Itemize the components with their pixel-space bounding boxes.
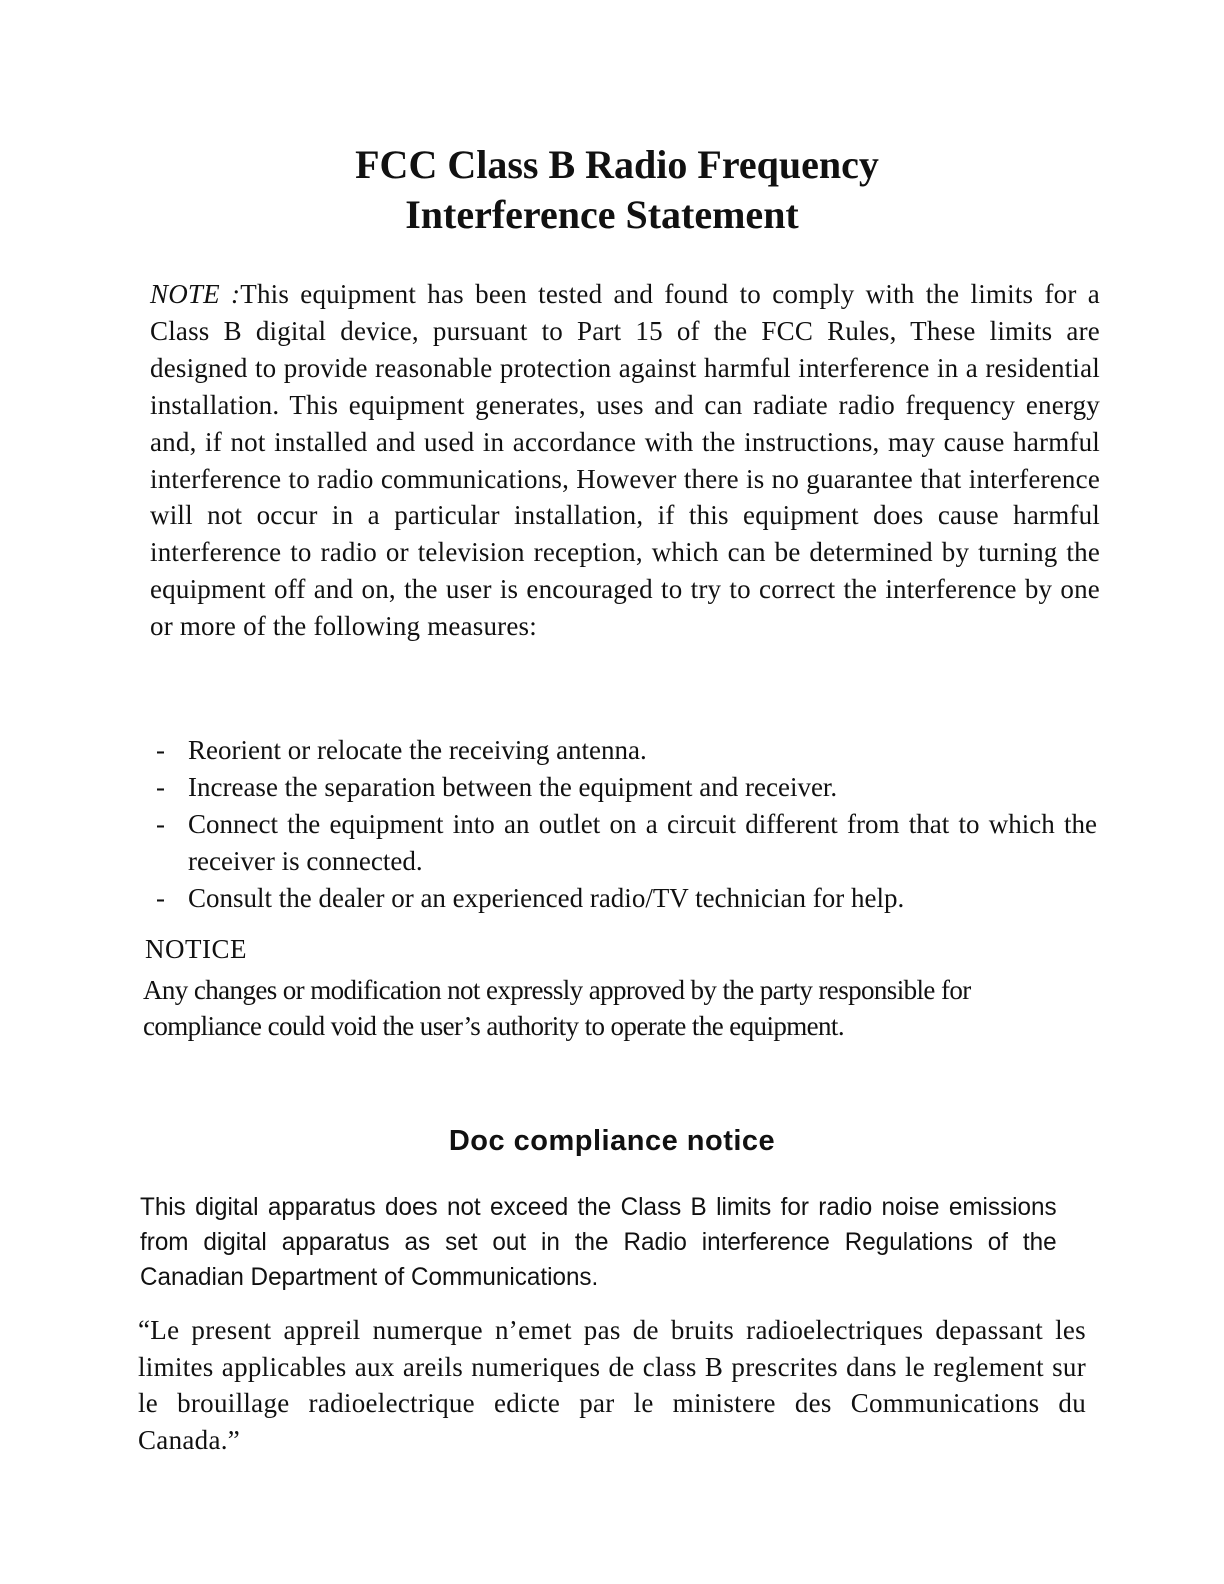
list-item <box>152 806 1097 880</box>
measure-text: Connect the equipment into an outlet on a circuit different from that to which the receiver is connected. <box>188 809 1097 876</box>
fcc-statement-text: This equipment has been tested and found to comply with the limits for a Class B digital device, pursuant to Part 15 of the FCC Rules, These limits are designed to provide reasonable protection against harmful interference in a residential installation. This equipment generates, uses and can radiate radio frequency energy and, if not installed and used in accordance with the instructions, may cause harmful interference to radio communications, However there is no guarantee that interference will not occur in a particular installation, if this equipment does cause harmful interference to radio or television reception, which can be determined by turning the equipment off and on, the user is encouraged to try to correct the interference by one or more of the following measures: <box>150 279 1100 642</box>
notice-heading: NOTICE <box>145 934 247 964</box>
measures-list <box>152 732 1097 917</box>
fcc-statement-paragraph <box>150 276 1100 645</box>
measure-text: Increase the separation between the equipment and receiver. <box>188 772 838 802</box>
doc-compliance-heading: Doc compliance notice <box>448 1125 776 1157</box>
list-dash: - <box>156 809 165 839</box>
list-item <box>152 732 1097 769</box>
measure-text: Consult the dealer or an experienced radio/TV technician for help. <box>188 883 905 913</box>
list-dash: - <box>156 883 165 913</box>
french-compliance-paragraph: “Le present appreil numerque n’emet pas de bruits radioelectriques depassant les limites applicables aux areils numeriques de class B prescrites dans le reglement sur le brouillage radioelectrique edicte par le ministere des Communications du Canada.” <box>138 1315 1086 1455</box>
document-title-line-2: Interference Statement <box>405 192 799 237</box>
document-title-line-1: FCC Class B Radio Frequency <box>355 142 879 187</box>
notice-paragraph: Any changes or modification not expressly approved by the party responsible for compliance could void the user’s authority to operate the equipment. <box>143 975 971 1041</box>
list-item <box>152 880 1097 917</box>
measure-text: Reorient or relocate the receiving antenna. <box>188 735 647 765</box>
doc-compliance-paragraph: This digital apparatus does not exceed the Class B limits for radio noise emissions from digital apparatus as set out in the Radio interference Regulations of the Canadian Department of Communications. <box>140 1193 1057 1291</box>
list-dash: - <box>156 772 165 802</box>
list-item <box>152 769 1097 806</box>
list-dash: - <box>156 735 165 765</box>
note-label: NOTE : <box>150 279 241 309</box>
